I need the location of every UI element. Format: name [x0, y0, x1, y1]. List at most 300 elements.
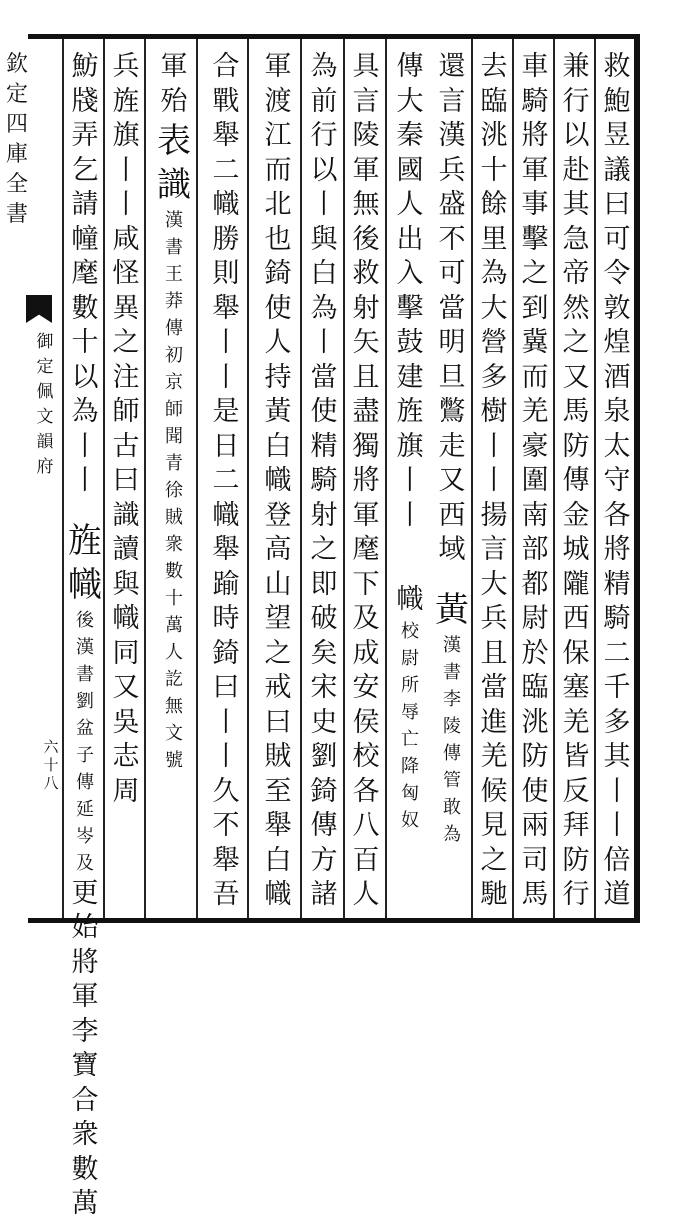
text-char: 即 [310, 568, 338, 600]
text-char: 殆 [160, 85, 188, 117]
text-char: 都 [521, 568, 549, 600]
text-char: 大 [480, 568, 508, 600]
heading-char: 旌 [68, 520, 102, 561]
text-char: 諸 [310, 879, 338, 910]
text-char: 馬 [521, 879, 549, 910]
text-char: 矢 [352, 327, 380, 358]
text-char: 軍 [71, 981, 99, 1012]
text-char: 洮 [521, 706, 549, 738]
text-char: 騎 [310, 465, 338, 496]
text-char: 丨 [310, 189, 338, 220]
text-char: 出 [396, 223, 424, 255]
note-char: 後 [76, 609, 94, 631]
text-char: 建 [396, 361, 424, 393]
page-number-char: 八 [43, 774, 59, 792]
margin-char: 全 [5, 172, 28, 197]
note-char: 初 [165, 345, 183, 366]
text-char: 丨 [603, 810, 631, 841]
text-char: 丨 [212, 706, 240, 738]
text-char: 明 [438, 327, 466, 358]
note-char: 王 [165, 264, 183, 285]
text-char: 吳 [112, 706, 140, 738]
margin-book-title [34, 330, 56, 480]
text-char: 使 [521, 775, 549, 807]
note-char: 文 [165, 723, 183, 744]
text-char: 其 [562, 189, 590, 220]
margin-char: 四 [5, 112, 28, 137]
text-char: 使 [264, 292, 292, 324]
frame-top-border [28, 34, 640, 39]
text-char: 當 [438, 292, 466, 324]
text-char: 防 [521, 741, 549, 772]
text-char: 西 [438, 499, 466, 531]
text-char: 皆 [562, 741, 590, 772]
heading-char: 黃 [435, 589, 469, 630]
text-column-10 [206, 50, 246, 913]
text-char: 請 [71, 189, 99, 220]
text-char: 圍 [521, 465, 549, 496]
text-char: 馳 [480, 879, 508, 910]
text-char: 候 [480, 775, 508, 807]
text-char: 與 [112, 568, 140, 600]
text-char: 其 [603, 741, 631, 772]
text-char: 太 [603, 430, 631, 462]
text-char: 入 [396, 258, 424, 289]
text-char: 旌 [396, 396, 424, 427]
text-char: 當 [480, 672, 508, 703]
text-char: 成 [352, 637, 380, 669]
note-char: 徐 [165, 480, 183, 501]
text-char: 人 [352, 879, 380, 910]
text-char: 矣 [310, 637, 338, 669]
note-char: 校 [401, 620, 419, 642]
text-char: 將 [521, 120, 549, 151]
text-char: 馬 [562, 396, 590, 427]
text-char: 麾 [352, 534, 380, 565]
text-char: 又 [562, 361, 590, 393]
text-char: 赴 [562, 154, 590, 186]
text-char: 羌 [480, 741, 508, 772]
text-char: 兩 [521, 810, 549, 841]
text-char: 丨 [480, 465, 508, 496]
text-char: 盛 [438, 189, 466, 220]
text-char: 於 [521, 637, 549, 669]
text-char: 寶 [71, 1050, 99, 1081]
text-char: 李 [71, 1015, 99, 1047]
note-char: 書 [76, 663, 94, 685]
text-char: 擊 [521, 223, 549, 255]
text-char: 人 [396, 189, 424, 220]
note-char: 為 [443, 823, 461, 845]
text-char: 鮑 [603, 85, 631, 117]
text-char: 幟 [112, 603, 140, 634]
text-char: 冀 [521, 327, 549, 358]
text-char: 到 [521, 292, 549, 324]
text-char: 還 [438, 51, 466, 82]
note-char: 劉 [76, 690, 94, 712]
text-char: 尉 [521, 603, 549, 634]
note-char: 盆 [76, 717, 94, 739]
text-char: 後 [352, 223, 380, 255]
text-char: 臨 [480, 85, 508, 117]
text-char: 丨 [71, 430, 99, 462]
text-char: 之 [112, 327, 140, 358]
text-char: 不 [438, 223, 466, 255]
text-char: 識 [112, 499, 140, 531]
text-char: 泉 [603, 396, 631, 427]
text-char: 白 [310, 258, 338, 289]
text-char: 曰 [212, 672, 240, 703]
text-char: 賊 [264, 741, 292, 772]
text-char: 揚 [480, 499, 508, 531]
note-char: 奴 [401, 809, 419, 831]
text-char: 金 [562, 499, 590, 531]
text-char: 乞 [71, 154, 99, 186]
note-char: 漢 [443, 634, 461, 656]
column-rule [62, 39, 64, 918]
text-char: 之 [562, 327, 590, 358]
note-char: 書 [165, 237, 183, 258]
note-char: 莽 [165, 291, 183, 312]
text-char: 精 [310, 430, 338, 462]
note-char: 敢 [443, 796, 461, 818]
column-rule [196, 39, 198, 918]
note-char: 亡 [401, 728, 419, 750]
text-char: 安 [352, 672, 380, 703]
text-char: 鼓 [396, 327, 424, 358]
text-char: 將 [352, 465, 380, 496]
text-char: 可 [438, 258, 466, 289]
text-char: 白 [264, 844, 292, 876]
text-char: 數 [71, 292, 99, 324]
text-char: 不 [212, 810, 240, 841]
text-char: 多 [603, 706, 631, 738]
text-char: 洮 [480, 120, 508, 151]
text-char: 且 [480, 637, 508, 669]
text-char: 防 [562, 430, 590, 462]
text-char: 獨 [352, 430, 380, 462]
text-char: 車 [521, 51, 549, 82]
text-char: 劉 [310, 741, 338, 772]
text-column-3 [515, 50, 555, 913]
note-char: 書 [443, 661, 461, 683]
margin-title [2, 50, 32, 230]
note-char: 青 [165, 453, 183, 474]
text-char: 去 [480, 51, 508, 82]
text-char: 前 [310, 85, 338, 117]
text-char: 登 [264, 499, 292, 531]
text-char: 進 [480, 706, 508, 738]
text-char: 幟 [264, 465, 292, 496]
text-char: 咸 [112, 223, 140, 255]
text-char: 丨 [212, 741, 240, 772]
text-char: 百 [352, 844, 380, 876]
text-char: 軍 [160, 51, 188, 82]
text-char: 衆 [71, 1119, 99, 1150]
column-rule [247, 39, 249, 918]
text-char: 侯 [352, 706, 380, 738]
text-char: 昱 [603, 120, 631, 151]
note-char: 傳 [76, 771, 94, 793]
text-char: 事 [521, 189, 549, 220]
note-char: 李 [443, 688, 461, 710]
text-char: 山 [264, 568, 292, 600]
text-char: 救 [603, 51, 631, 82]
text-char: 合 [71, 1084, 99, 1116]
text-char: 軍 [521, 154, 549, 186]
text-char: 之 [264, 637, 292, 669]
text-char: 塞 [562, 672, 590, 703]
note-char: 尉 [401, 647, 419, 669]
text-char: 帝 [562, 258, 590, 289]
text-char: 以 [71, 361, 99, 393]
text-char: 幟 [212, 499, 240, 531]
text-char: 黃 [264, 396, 292, 427]
text-char: 兵 [438, 154, 466, 186]
text-char: 傳 [396, 51, 424, 82]
text-column-7 [346, 50, 386, 913]
text-char: 丨 [112, 189, 140, 220]
text-char: 二 [212, 154, 240, 186]
note-char: 子 [76, 744, 94, 766]
text-char: 持 [264, 361, 292, 393]
text-char: 錡 [310, 775, 338, 807]
note-char: 陵 [443, 715, 461, 737]
text-char: 兼 [562, 51, 590, 82]
text-char: 師 [112, 396, 140, 427]
text-char: 曰 [264, 706, 292, 738]
text-char: 救 [352, 258, 380, 289]
margin-char: 定 [36, 357, 54, 377]
text-char: 騎 [521, 85, 549, 117]
text-column-1 [597, 50, 637, 913]
text-char: 倍 [603, 844, 631, 876]
note-char: 漢 [76, 636, 94, 658]
page-number-char: 六 [43, 738, 59, 756]
text-char: 騎 [603, 603, 631, 634]
text-char: 始 [71, 912, 99, 943]
frame-bottom-border [28, 918, 640, 923]
margin-char: 欽 [5, 52, 28, 77]
text-char: 舉 [212, 534, 240, 565]
text-char: 旗 [112, 120, 140, 151]
text-char: 校 [352, 741, 380, 772]
margin-char: 府 [36, 457, 54, 477]
text-char: 急 [562, 223, 590, 255]
text-char: 部 [521, 534, 549, 565]
text-char: 丨 [112, 154, 140, 186]
text-char: 行 [562, 85, 590, 117]
text-char: 幟 [212, 189, 240, 220]
text-char: 丨 [212, 327, 240, 358]
text-char: 十 [71, 327, 99, 358]
page-number [40, 738, 62, 792]
note-char: 號 [165, 750, 183, 771]
text-char: 行 [562, 879, 590, 910]
text-column-11 [154, 50, 194, 774]
text-char: 多 [480, 361, 508, 393]
note-char: 辱 [401, 701, 419, 723]
text-char: 拜 [562, 810, 590, 841]
text-char: 言 [352, 85, 380, 117]
text-char: 酒 [603, 361, 631, 393]
text-char: 之 [480, 844, 508, 876]
note-char: 傳 [165, 318, 183, 339]
text-char: 射 [310, 499, 338, 531]
text-char: 漢 [438, 120, 466, 151]
text-char: 丨 [310, 327, 338, 358]
text-char: 江 [264, 120, 292, 151]
column-rule [300, 39, 302, 918]
text-char: 古 [112, 430, 140, 462]
text-char: 錡 [264, 258, 292, 289]
text-char: 西 [562, 603, 590, 634]
text-char: 麾 [71, 258, 99, 289]
text-char: 司 [521, 844, 549, 876]
text-char: 反 [562, 775, 590, 807]
margin-char: 韻 [36, 432, 54, 452]
margin-char: 文 [36, 407, 54, 427]
text-column-12 [106, 50, 146, 809]
text-char: 傳 [562, 465, 590, 496]
text-char: 而 [264, 154, 292, 186]
text-char: 是 [212, 396, 240, 427]
text-char: 言 [438, 85, 466, 117]
note-char: 管 [443, 769, 461, 791]
text-char: 久 [212, 775, 240, 807]
text-column-2 [556, 50, 596, 913]
text-char: 令 [603, 258, 631, 289]
text-char: 之 [310, 534, 338, 565]
note-char: 漢 [165, 210, 183, 231]
text-char: 以 [562, 120, 590, 151]
text-column-4 [474, 50, 514, 913]
text-char: 及 [352, 603, 380, 634]
margin-char: 庫 [5, 142, 28, 167]
text-char: 議 [603, 154, 631, 186]
note-char: 京 [165, 372, 183, 393]
text-char: 當 [310, 361, 338, 393]
text-char: 敦 [603, 292, 631, 324]
text-char: 擊 [396, 292, 424, 324]
text-char: 宋 [310, 672, 338, 703]
text-char: 言 [480, 534, 508, 565]
text-char: 陵 [352, 120, 380, 151]
text-char: 萬 [71, 1188, 99, 1219]
text-char: 以 [310, 154, 338, 186]
text-char: 各 [603, 499, 631, 531]
text-char: 北 [264, 189, 292, 220]
text-char: 隴 [562, 568, 590, 600]
text-char: 無 [352, 189, 380, 220]
text-char: 數 [71, 1153, 99, 1185]
text-char: 下 [352, 568, 380, 600]
margin-char: 佩 [36, 382, 54, 402]
text-char: 讀 [112, 534, 140, 565]
text-char: 舉 [212, 120, 240, 151]
note-char: 數 [165, 561, 183, 582]
text-char: 望 [264, 603, 292, 634]
note-char: 降 [401, 755, 419, 777]
text-char: 丨 [396, 465, 424, 496]
text-column-6 [390, 50, 430, 834]
text-column-13 [65, 50, 105, 1222]
text-char: 里 [480, 223, 508, 255]
text-char: 異 [112, 292, 140, 324]
text-char: 見 [480, 810, 508, 841]
note-char: 及 [76, 852, 94, 874]
text-char: 更 [71, 877, 99, 909]
text-char: 為 [71, 396, 99, 427]
text-char: 又 [112, 672, 140, 703]
text-char: 丨 [71, 465, 99, 496]
text-char: 幢 [71, 223, 99, 255]
note-char: 衆 [165, 534, 183, 555]
text-char: 將 [603, 534, 631, 565]
text-char: 日 [212, 430, 240, 462]
text-char: 千 [603, 672, 631, 703]
text-char: 高 [264, 534, 292, 565]
text-char: 大 [480, 292, 508, 324]
note-char: 萬 [165, 615, 183, 636]
note-char: 賊 [165, 507, 183, 528]
text-char: 方 [310, 844, 338, 876]
text-char: 丨 [212, 361, 240, 393]
text-char: 旗 [396, 430, 424, 462]
note-char: 岑 [76, 825, 94, 847]
text-char: 人 [264, 327, 292, 358]
margin-char: 書 [5, 202, 28, 227]
text-char: 臨 [521, 672, 549, 703]
text-char: 傳 [310, 810, 338, 841]
text-char: 則 [212, 258, 240, 289]
text-char: 同 [112, 637, 140, 669]
margin-char: 御 [36, 332, 54, 352]
text-char: 使 [310, 396, 338, 427]
text-char: 餘 [480, 189, 508, 220]
text-char: 之 [521, 258, 549, 289]
text-char: 至 [264, 775, 292, 807]
text-char: 軍 [264, 51, 292, 82]
text-char: 戒 [264, 672, 292, 703]
heading-char: 識 [157, 165, 191, 205]
text-char: 怪 [112, 258, 140, 289]
text-char: 周 [112, 775, 140, 807]
text-char: 羌 [562, 706, 590, 738]
text-column-5 [432, 50, 472, 848]
text-char: 也 [264, 223, 292, 255]
text-char: 具 [352, 51, 380, 82]
note-char: 匈 [401, 782, 419, 804]
text-char: 保 [562, 637, 590, 669]
text-char: 營 [480, 327, 508, 358]
text-char: 走 [438, 430, 466, 462]
text-char: 二 [603, 637, 631, 669]
text-char: 防 [562, 844, 590, 876]
text-char: 踰 [212, 568, 240, 600]
text-char: 軍 [352, 499, 380, 531]
text-char: 精 [603, 568, 631, 600]
heading-char: 幟 [396, 584, 424, 615]
text-char: 大 [396, 85, 424, 117]
fishtail-mark [26, 295, 52, 323]
text-char: 弄 [71, 120, 99, 151]
text-char: 曰 [112, 465, 140, 496]
text-char: 煌 [603, 327, 631, 358]
text-char: 域 [438, 534, 466, 565]
text-char: 南 [521, 499, 549, 531]
text-char: 守 [603, 465, 631, 496]
